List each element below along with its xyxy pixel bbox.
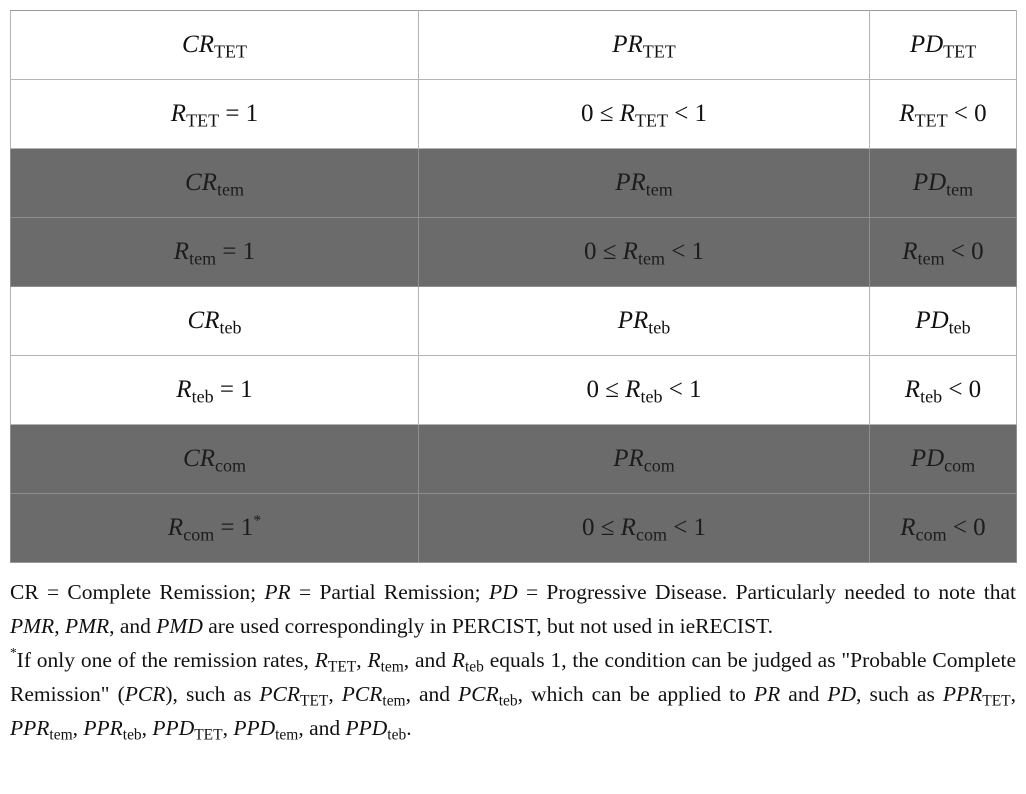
table-cell-progressive-disease	[870, 356, 1017, 425]
text-run: 0 ≤	[583, 238, 623, 265]
text-run: = Progressive Disease. Particularly needed to note that	[517, 580, 1016, 604]
subscript-text: teb	[498, 692, 518, 710]
text-run: ,	[222, 716, 234, 740]
text-run: PR	[613, 445, 644, 472]
text-run: CR	[182, 31, 214, 58]
subscript-text: tem	[380, 658, 404, 676]
text-run: PMD	[156, 614, 203, 638]
subscript-text: TET	[213, 41, 247, 62]
table-cell-partial-remission	[419, 287, 870, 356]
subscript-text: TET	[194, 726, 223, 744]
subscript-text: tem	[189, 248, 217, 269]
subscript-text: tem	[216, 179, 244, 200]
text-run: < 1	[664, 238, 705, 265]
text-run: ,	[141, 716, 153, 740]
table-cell-partial-remission	[419, 218, 870, 287]
text-run: R	[904, 376, 921, 403]
subscript-text: TET	[186, 110, 220, 131]
table-row	[11, 149, 1017, 218]
text-run: ,	[54, 614, 65, 638]
text-run: ,	[356, 648, 368, 672]
text-run: 0 ≤	[581, 514, 621, 541]
table-cell-partial-remission	[419, 356, 870, 425]
text-run: PPD	[233, 716, 276, 740]
text-run: PR	[264, 580, 291, 604]
subscript-text: com	[944, 455, 976, 476]
table-cell-complete-remission	[11, 11, 419, 80]
text-run: ,	[328, 682, 342, 706]
text-run: PCR	[124, 682, 166, 706]
text-run: R	[620, 514, 636, 541]
table-cell-complete-remission	[11, 218, 419, 287]
document	[10, 10, 1016, 745]
text-run: If only one of the remission rates,	[16, 648, 315, 672]
text-run: = 1	[216, 238, 256, 265]
table-cell-progressive-disease	[870, 425, 1017, 494]
text-run: PPR	[10, 716, 50, 740]
table-cell-partial-remission	[419, 149, 870, 218]
text-run: R	[619, 100, 635, 127]
subscript-text: TET	[914, 110, 948, 131]
text-run: PR	[753, 682, 781, 706]
text-run: R	[176, 376, 192, 403]
text-run: < 1	[667, 100, 708, 127]
table-row	[11, 287, 1017, 356]
table-row	[11, 11, 1017, 80]
text-run: PMR	[64, 614, 110, 638]
superscript-marker: *	[253, 512, 262, 530]
footnote-definitions	[10, 575, 1016, 643]
text-run: R	[367, 648, 381, 672]
text-run: R	[625, 376, 641, 403]
text-run: PCR	[458, 682, 499, 706]
subscript-text: TET	[982, 692, 1011, 710]
table-row	[11, 425, 1017, 494]
table-row	[11, 356, 1017, 425]
text-run: PD	[915, 307, 949, 334]
text-run: ,	[72, 716, 84, 740]
text-run: PCR	[341, 682, 383, 706]
text-run: < 1	[662, 376, 702, 403]
text-run: CR = Complete Remission;	[10, 580, 265, 604]
text-run: CR	[183, 445, 215, 472]
subscript-text: teb	[920, 386, 943, 407]
text-run: , and	[405, 682, 459, 706]
text-run: R	[451, 648, 465, 672]
text-run: PR	[612, 31, 643, 58]
table-cell-complete-remission	[11, 425, 419, 494]
table-cell-complete-remission	[11, 494, 419, 563]
table-cell-complete-remission	[11, 80, 419, 149]
subscript-text: com	[643, 455, 675, 476]
text-run: PD	[827, 682, 857, 706]
text-run: R	[622, 238, 638, 265]
subscript-text: tem	[382, 692, 406, 710]
text-run: R	[170, 100, 187, 127]
table-cell-partial-remission	[419, 494, 870, 563]
subscript-text: TET	[642, 41, 676, 62]
text-run: are used correspondingly in PERCIST, but not used in ieRECIST.	[202, 614, 773, 638]
text-run: R	[902, 238, 918, 265]
text-run: ,	[1010, 682, 1017, 706]
text-run: PR	[615, 169, 646, 196]
subscript-text: teb	[191, 386, 214, 407]
text-run: PPD	[345, 716, 388, 740]
text-run: CR	[187, 307, 220, 334]
subscript-text: tem	[946, 179, 974, 200]
text-run: PR	[617, 307, 649, 334]
text-run: = 1	[219, 100, 259, 127]
text-run: PMR	[10, 614, 55, 638]
table-row	[11, 80, 1017, 149]
subscript-text: com	[214, 455, 246, 476]
remission-criteria-table	[10, 10, 1017, 563]
text-run: R	[173, 238, 190, 265]
subscript-text: com	[183, 524, 215, 545]
table-cell-progressive-disease	[870, 149, 1017, 218]
text-run: R	[314, 648, 328, 672]
table-cell-progressive-disease	[870, 80, 1017, 149]
text-run: < 0	[946, 514, 986, 541]
subscript-text: teb	[122, 726, 142, 744]
table-cell-partial-remission	[419, 425, 870, 494]
subscript-text: tem	[645, 179, 673, 200]
text-run: < 0	[947, 100, 987, 127]
table-cell-complete-remission	[11, 287, 419, 356]
subscript-text: TET	[634, 110, 668, 131]
text-run: PD	[488, 580, 518, 604]
subscript-text: TET	[327, 658, 357, 676]
text-run: and	[780, 682, 828, 706]
text-run: = 1	[213, 376, 253, 403]
subscript-text: teb	[640, 386, 663, 407]
text-run: 0 ≤	[580, 100, 620, 127]
table-cell-partial-remission	[419, 80, 870, 149]
table-body	[11, 11, 1017, 563]
text-run: PCR	[259, 682, 300, 706]
text-run: , and	[109, 614, 157, 638]
text-run: 0 ≤	[586, 376, 626, 403]
text-run: PPR	[83, 716, 123, 740]
subscript-text: com	[915, 524, 947, 545]
subscript-text: TET	[943, 41, 977, 62]
text-run: R	[899, 100, 915, 127]
subscript-text: tem	[49, 726, 73, 744]
text-run: = Partial Remission;	[290, 580, 489, 604]
subscript-text: teb	[219, 317, 242, 338]
text-run: = 1	[214, 514, 254, 541]
table-cell-complete-remission	[11, 149, 419, 218]
subscript-text: teb	[387, 726, 407, 744]
text-run: PPD	[152, 716, 195, 740]
text-run: PPR	[942, 682, 983, 706]
text-run: PD	[912, 169, 947, 196]
text-run: R	[900, 514, 916, 541]
subscript-text: tem	[637, 248, 665, 269]
text-run: equals 1, the condition can be judged as "Probable Complete Remission" (	[10, 648, 1016, 706]
text-run: , which can be applied to	[517, 682, 754, 706]
table-row	[11, 218, 1017, 287]
subscript-text: teb	[465, 658, 484, 676]
text-run: < 0	[942, 376, 982, 403]
table-cell-progressive-disease	[870, 494, 1017, 563]
table-cell-progressive-disease	[870, 287, 1017, 356]
subscript-text: tem	[917, 248, 945, 269]
text-run: , such as	[856, 682, 943, 706]
subscript-text: TET	[300, 692, 329, 710]
table-cell-complete-remission	[11, 356, 419, 425]
subscript-text: tem	[275, 726, 299, 744]
text-run: PD	[910, 445, 945, 472]
superscript-marker: *	[10, 645, 17, 661]
text-run: , and	[403, 648, 452, 672]
text-run: R	[167, 514, 184, 541]
subscript-text: teb	[648, 317, 671, 338]
text-run: CR	[185, 169, 217, 196]
subscript-text: com	[635, 524, 667, 545]
table-row	[11, 494, 1017, 563]
subscript-text: teb	[948, 317, 971, 338]
text-run: < 0	[944, 238, 984, 265]
text-run: PD	[909, 31, 944, 58]
text-run: ), such as	[165, 682, 260, 706]
text-run: < 1	[666, 514, 707, 541]
text-run: , and	[298, 716, 346, 740]
footnote-asterisk-note	[10, 643, 1016, 745]
table-cell-progressive-disease	[870, 218, 1017, 287]
table-cell-progressive-disease	[870, 11, 1017, 80]
text-run: .	[406, 716, 412, 740]
table-cell-partial-remission	[419, 11, 870, 80]
